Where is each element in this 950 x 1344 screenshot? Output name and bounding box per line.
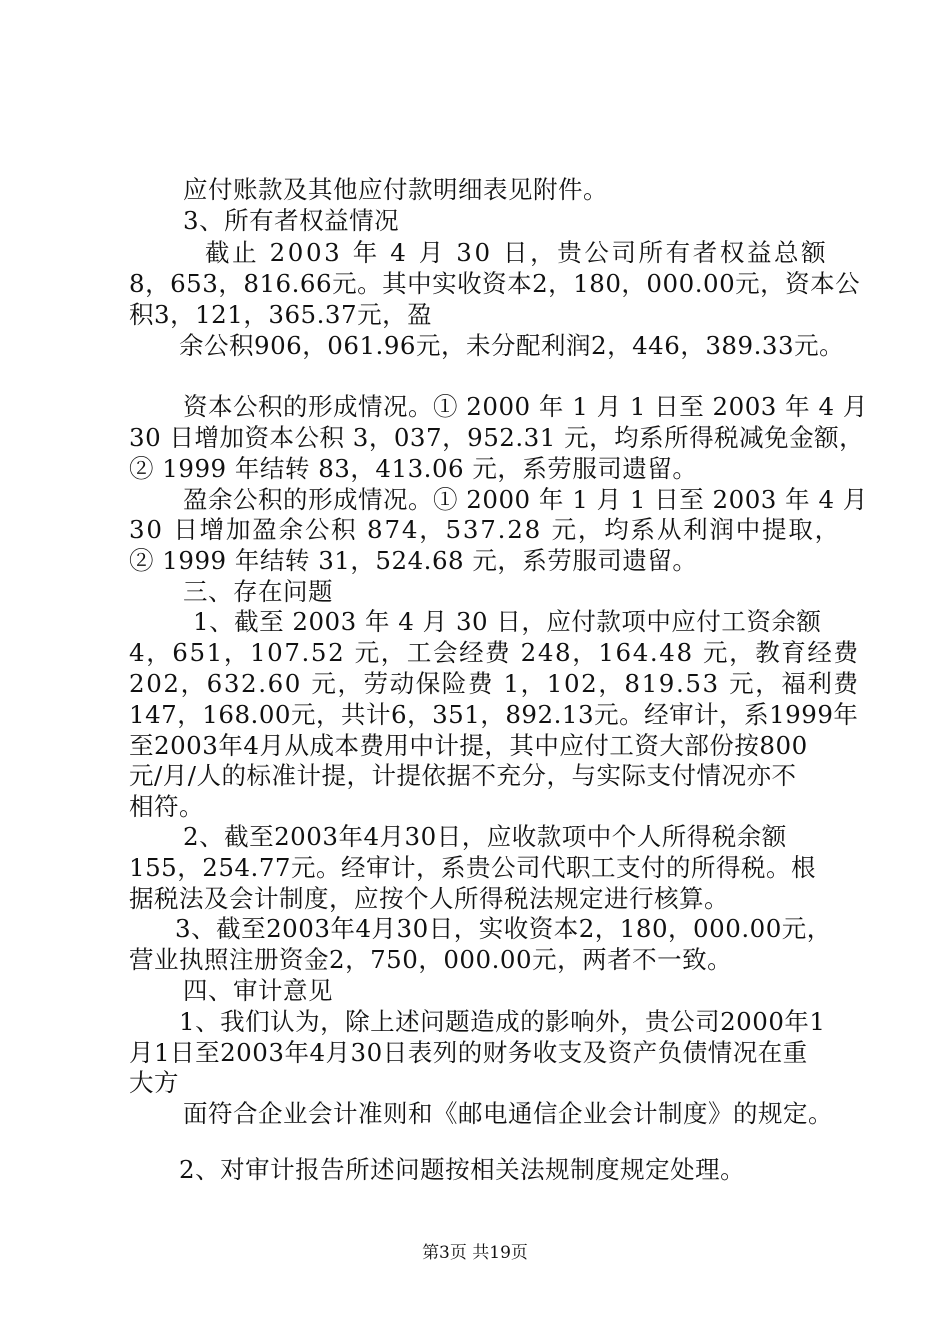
text-line: 盈余公积的形成情况。① 2000 年 1 月 1 日至 2003 年 4 月	[183, 485, 868, 514]
text-line: 30 日增加资本公积 3，037，952.31 元，均系所得税减免金额，	[129, 423, 865, 452]
text-line: 8，653，816.66元。其中实收资本2，180，000.00元，资本公	[129, 269, 861, 298]
text-line: 202，632.60 元，劳动保险费 1，102，819.53 元，福利费	[129, 669, 860, 698]
text-line: 资本公积的形成情况。① 2000 年 1 月 1 日至 2003 年 4 月	[183, 392, 868, 421]
section-heading: 3、所有者权益情况	[183, 206, 400, 235]
text-line: 面符合企业会计准则和《邮电通信企业会计制度》的规定。	[183, 1099, 833, 1128]
text-line: 1、我们认为，除上述问题造成的影响外，贵公司2000年1	[179, 1007, 826, 1036]
text-line: 大方	[129, 1068, 179, 1097]
text-line: 截止 2003 年 4 月 30 日，贵公司所有者权益总额	[205, 238, 829, 267]
text-line: 30 日增加盈余公积 874，537.28 元，均系从利润中提取，	[129, 515, 841, 544]
section-heading: 四、审计意见	[183, 976, 333, 1005]
text-line: ② 1999 年结转 31，524.68 元，系劳服司遗留。	[129, 546, 698, 575]
text-line: 2、截至2003年4月30日，应收款项中个人所得税余额	[183, 822, 787, 851]
section-heading: 三、存在问题	[183, 577, 333, 606]
text-line: 2、对审计报告所述问题按相关法规制度规定处理。	[179, 1155, 746, 1184]
text-line: 营业执照注册资金2，750，000.00元，两者不一致。	[129, 945, 733, 974]
text-line: 4，651，107.52 元，工会经费 248，164.48 元，教育经费	[129, 638, 860, 667]
text-line: 余公积906，061.96元，未分配利润2，446，389.33元。	[179, 331, 845, 360]
text-line: 1、截至 2003 年 4 月 30 日，应付款项中应付工资余额	[193, 607, 822, 636]
text-line: 元/月/人的标准计提，计提依据不充分，与实际支付情况亦不	[129, 761, 797, 790]
text-line: 147，168.00元，共计6，351，892.13元。经审计，系1999年	[129, 700, 859, 729]
text-line: 月1日至2003年4月30日表列的财务收支及资产负债情况在重	[129, 1038, 808, 1067]
text-line: 相符。	[129, 792, 204, 821]
text-line: 据税法及会计制度，应按个人所得税法规定进行核算。	[129, 884, 729, 913]
text-line: 3、截至2003年4月30日，实收资本2，180，000.00元，	[175, 914, 832, 943]
text-line: 积3，121，365.37元，盈	[129, 300, 433, 329]
page-number-footer: 第3页 共19页	[422, 1243, 528, 1263]
text-line: 应付账款及其他应付款明细表见附件。	[183, 175, 608, 204]
text-line: ② 1999 年结转 83，413.06 元，系劳服司遗留。	[129, 454, 698, 483]
text-line: 155，254.77元。经审计，系贵公司代职工支付的所得税。根	[129, 853, 816, 882]
text-line: 至2003年4月从成本费用中计提，其中应付工资大部份按800	[129, 731, 808, 760]
